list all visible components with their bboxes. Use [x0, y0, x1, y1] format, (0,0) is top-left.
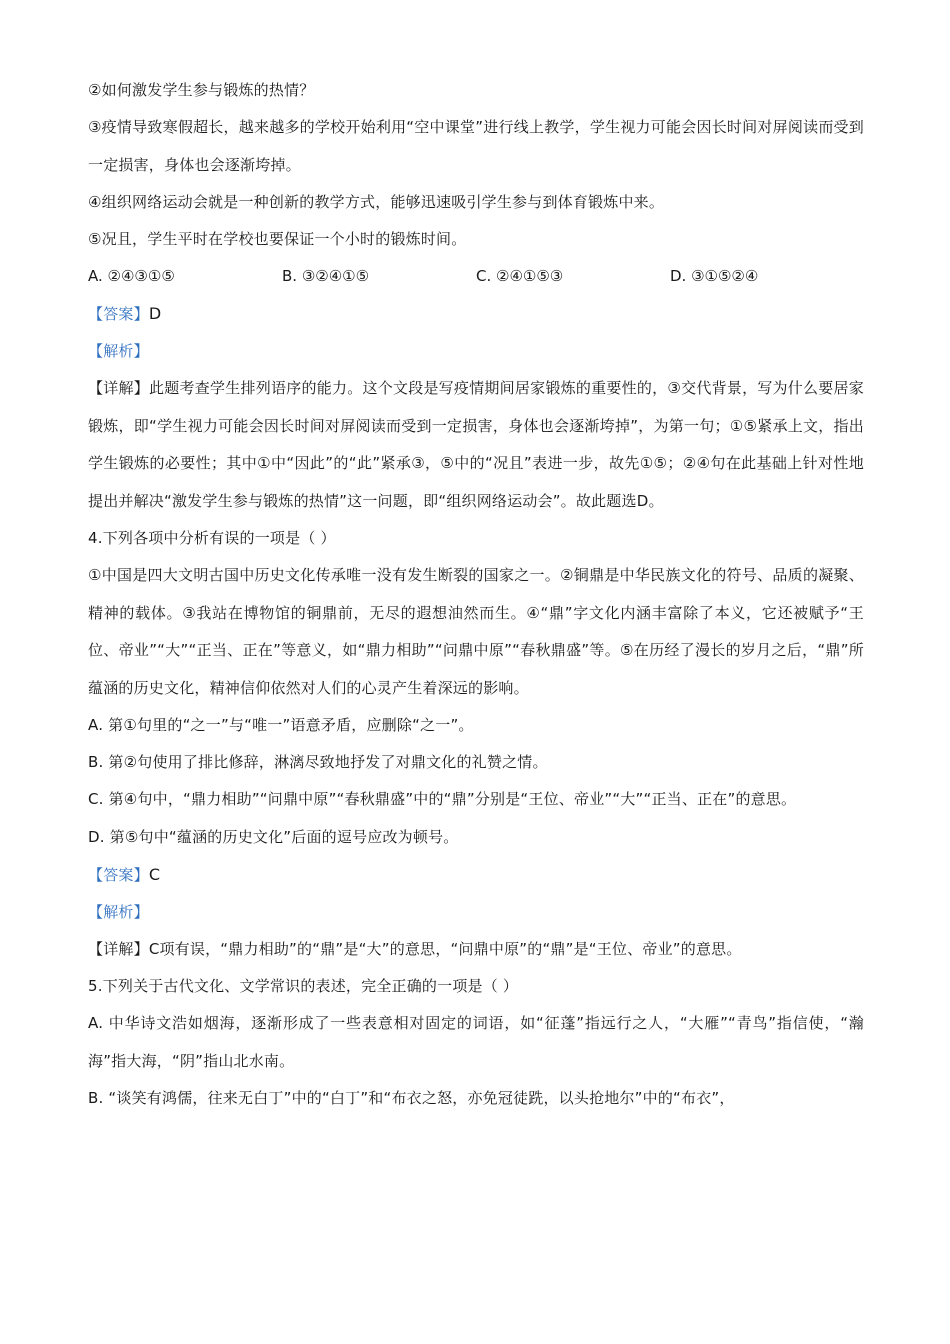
q3-detail-label: 【详解】 [88, 379, 149, 397]
q4-option-d: D. 第⑤句中“蕴涵的历史文化”后面的逗号应改为顿号。 [88, 827, 459, 846]
q4-option-b: B. 第②句使用了排比修辞，淋漓尽致地抒发了对鼎文化的礼赞之情。 [88, 753, 548, 771]
q5-option-b: B. “谈笑有鸿儒，往来无白丁”中的“白丁”和“布衣之怒，亦免冠徒跣，以头抢地尔”中的“布衣”， [88, 1089, 735, 1107]
q3-answer-label: 【答案】 [88, 305, 149, 323]
q3-detail [88, 370, 864, 520]
q5-title: 5.下列关于古代文化、文学常识的表述，完全正确的一项是（ ） [88, 977, 519, 995]
q3-analysis-label: 【解析】 [88, 342, 149, 360]
q3-analysis [88, 333, 864, 370]
q3-option-a: A. ②④③①⑤ [88, 267, 175, 285]
q4-detail-text: C项有误，“鼎力相助”的“鼎”是“大”的意思，“问鼎中原”的“鼎”是“王位、帝业”的意思。 [148, 939, 742, 958]
q4-option-c: C. 第④句中，“鼎力相助”“问鼎中原”“春秋鼎盛”中的“鼎”分别是“王位、帝业”“大”“正当、正在”的意思。 [88, 790, 797, 808]
q4-answer-label: 【答案】 [88, 865, 149, 884]
q3-answer [88, 295, 864, 333]
q5-option-a: A. 中华诗文浩如烟海，逐渐形成了一些表意相对固定的词语，如“征蓬”指远行之人，“大雁”“青鸟”指信使，“瀚海”指大海，“阴”指山北水南。 [88, 1014, 864, 1070]
q3-options [88, 258, 864, 295]
q4-title: 4.下列各项中分析有误的一项是（ ） [88, 529, 336, 547]
q4-analysis-label: 【解析】 [88, 902, 149, 921]
q4-answer [88, 856, 864, 894]
q4-detail [88, 931, 864, 969]
q4-option-a: A. 第①句里的“之一”与“唯一”语意矛盾，应删除“之一”。 [88, 716, 474, 734]
q3-sentence-2: ②如何激发学生参与锻炼的热情？ [88, 81, 315, 99]
q3-option-b: B. ③②④①⑤ [282, 267, 370, 285]
document-page [88, 72, 864, 1117]
q4-analysis [88, 894, 864, 931]
q4-answer-value: C [148, 864, 161, 884]
q3-detail-text: 此题考查学生排列语序的能力。这个文段是写疫情期间居家锻炼的重要性的，③交代背景，写为什么要居家锻炼，即“学生视力可能会因长时间对屏阅读而受到一定损害，身体也会逐渐垮掉”，为第一句；①⑤紧承上文，指出学生锻炼的必要性；其中①中“因此”的“此”紧承③，⑤中的“况且”表进一步，故先①⑤；②④句在此基础上针对性地提出并解决“激发学生参与锻炼的热情”这一问题，即“组织网络运动会”。故此题选D。 [88, 379, 864, 510]
q3-sentence-4: ④组织网络运动会就是一种创新的教学方式，能够迅速吸引学生参与到体育锻炼中来。 [88, 193, 665, 211]
q3-option-c: C. ②④①⑤③ [476, 267, 564, 285]
q4-detail-label: 【详解】 [88, 939, 149, 958]
q4-passage: ①中国是四大文明古国中历史文化传承唯一没有发生断裂的国家之一。②铜鼎是中华民族文化的符号、品质的凝聚、精神的载体。③我站在博物馆的铜鼎前，无尽的遐想油然而生。④“鼎”字文化内涵丰富除了本义，它还被赋予“王位、帝业”“大”“正当、正在”等意义，如“鼎力相助”“问鼎中原”“春秋鼎盛”等。⑤在历经了漫长的岁月之后，“鼎”所蕴涵的历史文化，精神信仰依然对人们的心灵产生着深远的影响。 [88, 566, 864, 697]
q3-answer-value: D [148, 304, 162, 323]
q3-sentence-5: ⑤况且，学生平时在学校也要保证一个小时的锻炼时间。 [88, 230, 467, 248]
q3-option-d: D. ③①⑤②④ [670, 267, 759, 285]
q3-sentence-3: ③疫情导致寒假超长，越来越多的学校开始利用“空中课堂”进行线上教学，学生视力可能会因长时间对屏阅读而受到一定损害，身体也会逐渐垮掉。 [88, 118, 864, 174]
